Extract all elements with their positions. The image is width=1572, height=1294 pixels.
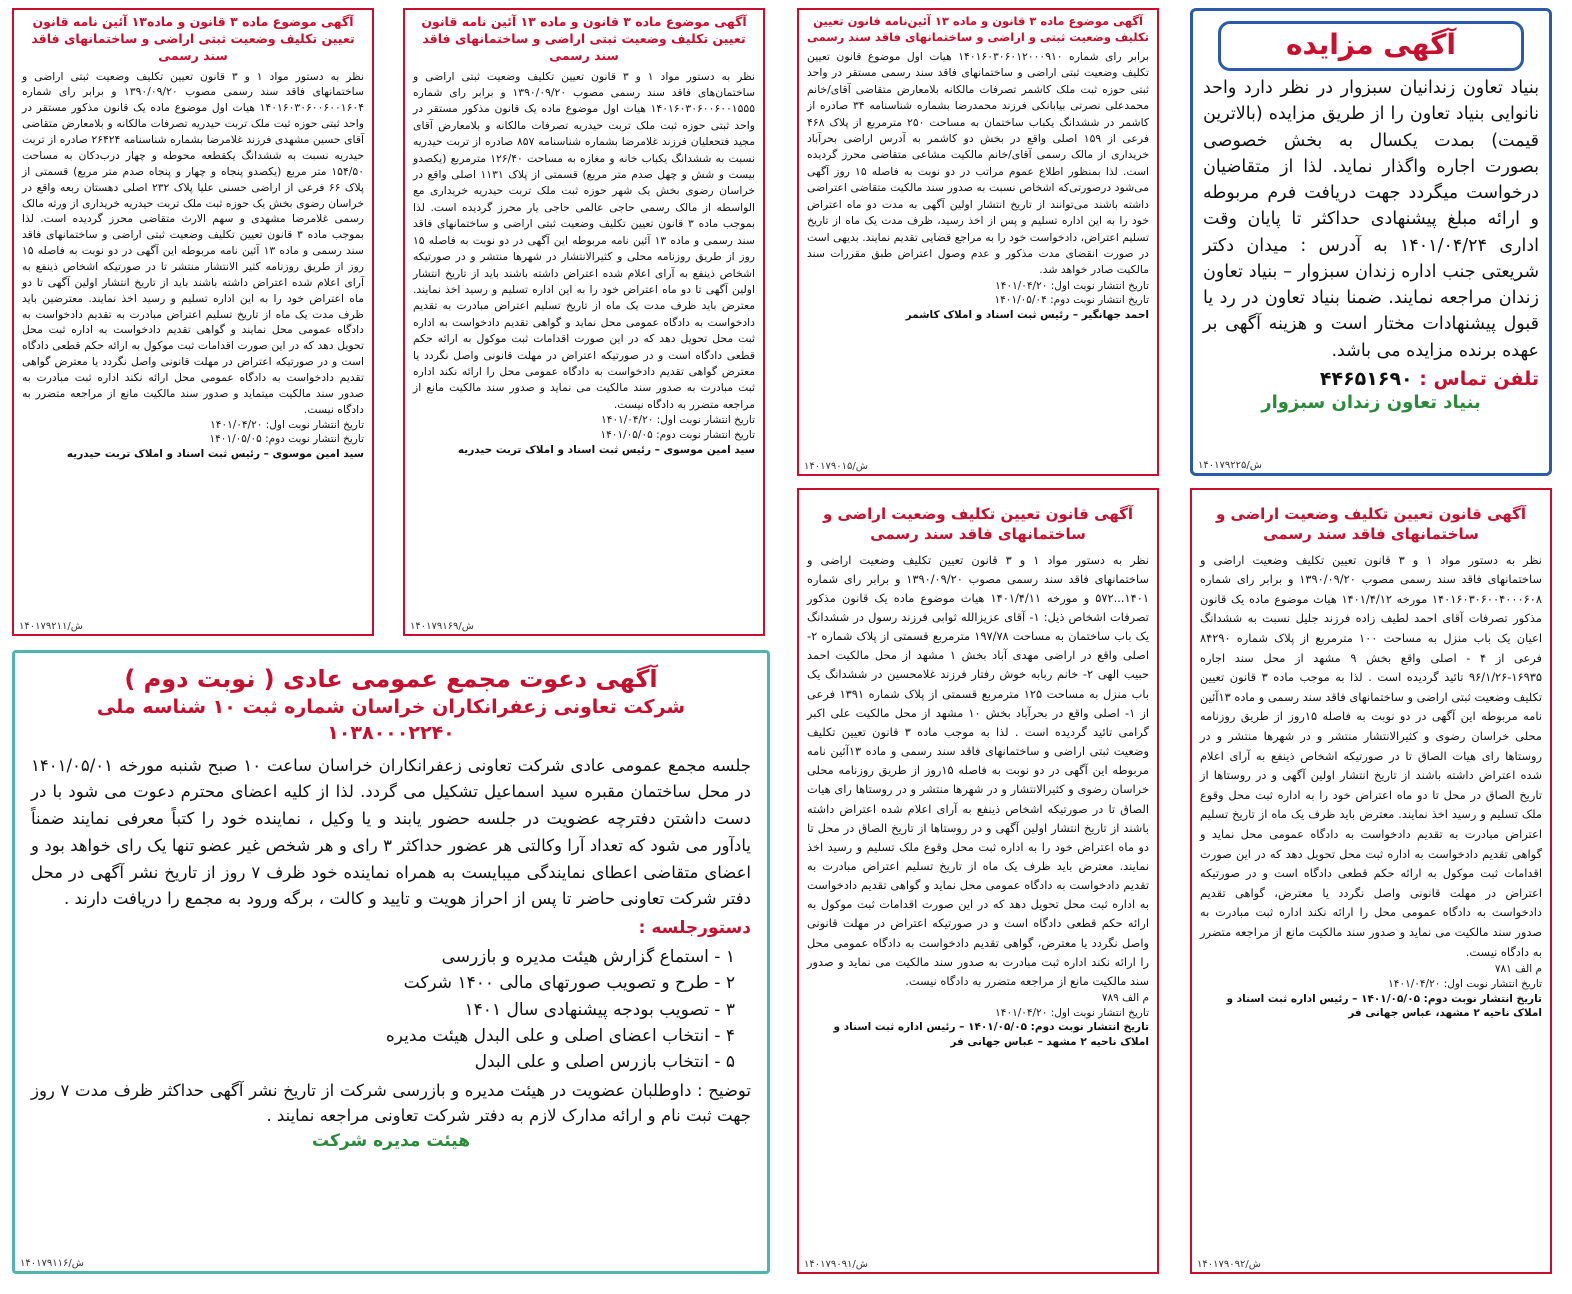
phone-label: تلفن تماس :: [1419, 367, 1539, 390]
assembly-signature: هیئت مدیره شرکت: [311, 1130, 470, 1151]
torbat-a-signature: سید امین موسوی – رئیس ثبت اسناد و املاک تربت حیدریه: [457, 443, 755, 456]
mashhad-b-ref: م الف ۷۸۹: [1101, 992, 1149, 1005]
notice-torbat-a: [403, 8, 765, 636]
mashhad-a-ref: م الف ۷۸۱: [1494, 963, 1542, 976]
agenda-item: ۲ - طرح و تصویب صورتهای مالی ۱۴۰۰ شرکت: [403, 973, 735, 994]
kashmar-body: برابر رای شماره ۱۴۰۱۶۰۳۰۶۰۱۲۰۰۰۹۱۰ هیات اول موضوع قانون تعیین تکلیف وضعیت ثبتی اراضی و ساختمانهای فاقد سند رسمی مستقر در واحد ثبتی حوزه ثبت ملک کاشمر تصرفات مالکانه بلامعارض متقاضی آقای/خانم محمدعلی نصرتی بیابانکی فرزند محمدرضا بشماره شناسنامه ۳۴ صادره از کاشمر در ششدانگ یکباب ساختمان به مساحت ۲۵۰ مترمربع از پلاک ۴۶۸ فرعی از ۱۵۹ اصلی واقع در بخش دو کاشمر به آدرس اراضی بحرآباد خریداری از مالک رسمی آقای/خانم مالکیت مشاعی متقاضی محرز گردیده است. لذا بمنظور اطلاع عموم مراتب در دو نوبت به فاصله ۱۵ روز آگهی می‌شود درصورتی‌که اشخاص نسبت به صدور سند مالکیت متقاضی اعتراضی داشته باشند می‌توانند از تاریخ انتشار اولین آگهی به مدت دو ماه اعتراض خود را به این اداره تسلیم و پس از اخذ رسید، ظرف مدت یک ماه از تاریخ تسلیم اعتراض، دادخواست خود را به مراجع قضایی تقدیم نمایند. بدیهی است در صورت انقضای مدت مذکور و عدم وصول اعتراض طبق مقررات سند مالکیت صادر خواهد شد.: [807, 50, 1150, 277]
assembly-notice: [12, 650, 770, 1274]
mashhad-b-code: ۱۴۰۱۷۹۰۹۱/ش: [804, 1259, 868, 1270]
notice-mashhad-a: [1190, 488, 1552, 1274]
notice-kashmar: [797, 8, 1159, 476]
mashhad-a-body: نظر به دستور مواد ۱ و ۳ قانون تعیین تکلیف وضعیت اراضی و ساختمانهای فاقد سند رسمی مصوب ۱۳۹۰/۰۹/۲۰ و برابر رای شماره ۱۴۰۱۶۰۳۰۶۰۰۴۰۰۰۶۰۸ مورخه ۱۴۰۱/۴/۱۲ هیات موضوع ماده یک قانون مذکور تصرفات آقای احمد لطیف زاده فرزند جلیل نسبت به ششدانگ اعیان یک باب منزل به مساحت ۱۰۰ مترمربع از پلاک شماره ۸۴۲۹۰ فرعی از ۴ - اصلی واقع بخش ۹ مشهد از محل سند اجاره ۱۶۹۳۵-۹۶/۱/۲۶ تائید گردیده است . لذا به موجب ماده ۳ قانون تعیین تکلیف وضعیت ثبتی اراضی و ساختمانهای فاقد سند رسمی و ماده ۱۳آئین نامه مربوطه این آگهی در دو نوبت به فاصله ۱۵روز از طریق روزنامه محلی خراسان رضوی و کثیرالانتشار منتشر و در شهرها منتشر و در روستاها رای هیات الصاق تا در صورتیکه اشخاص ذینفع به آرای اعلام شده اعتراض داشته باشند از تاریخ انتشار اولین آگهی و در روستاها از تاریخ الصاق در محل تا دو ماه اعتراض خود را به اداره ثبت محل وقوع ملک تسلیم و رسید اخذ نمایند. معترض باید ظرف یک ماه از تاریخ تسلیم اعتراض مبادرت به تقدیم دادخواست به دادگاه عمومی محل نماید و گواهی تقدیم دادخواست به اداره ثبت محل تحویل دهد که در این صورت اقدامات ثبت موکول به ارائه حکم قطعی دادگاه است و در صورتیکه اعتراض در مهلت قانونی واصل نگردد یا معترض، گواهی تقدیم دادخواست به دادگاه عمومی محل را ارائه نکند اداره ثبت مبادرت به صدور سند مالکیت می نماید و صدور سند مالکیت مانع از مراجعه متضرر به دادگاه نیست.: [1200, 552, 1543, 959]
kashmar-date1: تاریخ انتشار نوبت اول: ۱۴۰۱/۰۴/۲۰: [995, 279, 1149, 292]
auction-body: بنیاد تعاون زندانیان سبزوار در نظر دارد واحد نانوایی بنیاد تعاون را از طریق مزایده (بالاترین قیمت) بمدت یکسال به بخش خصوصی بصورت اجاره واگذار نماید. لذا از متقاضیان درخواست میگردد جهت دریافت فرم مربوطه و ارائه مبلغ پیشنهادی حداکثر تا پایان وقت اداری ۱۴۰۱/۰۴/۲۴ به آدرس : میدان دکتر شریعتی جنب اداره زندان سبزوار – بنیاد تعاون زندان مراجعه نمایند. ضمنا بنیاد تعاون در رد یا قبول پیشنهادات مختار است و هزینه آگهی بر عهده برنده مزایده می باشد.: [1203, 78, 1539, 361]
torbat-b-body: نظر به دستور مواد ۱ و ۳ قانون تعیین تکلیف وضعیت ثبتی اراضی و ساختمانهای فاقد سند رسمی مصوب ۱۳۹۰/۰۹/۲۰ و برابر رای شماره ۱۴۰۱۶۰۳۰۶۰۰۶۰۰۱۶۰۴ هیات اول موضوع ماده یک قانون مذکور مستقر در واحد ثبتی حوزه ثبت ملک تربت حیدریه تصرفات مالکانه و بلامعارض متقاضی آقای حسین مشهدی فرزند غلامرضا بشماره شناسنامه ۲۶۴۲۴ صادره از تربت حیدریه نسبت به ششدانگ یکقطعه محوطه و چهار درب‌دکان به مساحت ۱۵۴/۵۰ متر مربع (یکصدو پنجاه و چهار و پنجاه صدم متر مربع) قسمتی از پلاک ۶۶ فرعی از اراضی حسنی علیا پلاک ۲۳۲ اصلی دهستان ربعه واقع در خراسان رضوی بخش یک حوزه ثبت ملک تربت حیدریه خریداری از ورثه مالک رسمی غلامرضا مشهدی و سهم الارث متقاضی محرز گردیده است. لذا بموجب ماده ۳ قانون تعیین تکلیف وضعیت ثبتی اراضی و ساختمانهای فاقد سند رسمی و ماده ۱۳ آئین نامه مربوطه این آگهی در دو نوبت به فاصله ۱۵ روز از طریق روزنامه کثیر الانتشار منتشر تا در صورتیکه اشخاص ذینفع به آرای اعلام شده اعتراض داشته باشند باید از تاریخ انتشار اولین آگهی تا دو ماه اعتراض خود را به این اداره تسلیم و رسید اخذ نمایند. معترضین باید ظرف مدت یک ماه از تاریخ تسلیم اعتراض مبادرت به تقدیم دادخواست به دادگاه عمومی محل نمایند و گواهی تقدیم دادخواست به اداره ثبت محل تحویل دهد که در این صورت اقدامات ثبت موکول به ارائه حکم قطعی دادگاه است و در صورتیکه اعتراض در مهلت قانونی واصل نگردد یا معترض گواهی تقدیم دادخواست به دادگاه عمومی محل ارائه نکند اداره ثبت مبادرت به صدور سند مالکیت میتماید و صدور سند مالکیت مانع از مراجعه متضرر به دادگاه نیست.: [22, 69, 365, 416]
assembly-note: توضیح : داوطلبان عضویت در هیئت مدیره و بازرسی شرکت از تاریخ نشر آگهی حداکثر ظرف مدت ۷ روز جهت ثبت نام و ارائه مدارک لازم به دفتر شرکت تعاونی مراجعه نمایند .: [31, 1080, 751, 1126]
agenda-title: دستورجلسه :: [638, 917, 751, 938]
assembly-code: ۱۴۰۱۷۹۱۱۶/ش: [20, 1258, 84, 1269]
phone-number[interactable]: ۴۴۶۵۱۶۹۰: [1319, 367, 1413, 390]
assembly-body: جلسه مجمع عمومی عادی شرکت تعاونی زعفرانکاران خراسان ساعت ۱۰ صبح شنبه مورخه ۱۴۰۱/۰۵/۰۱ در محل ساختمان مقبره سید اسماعیل تشکیل می گردد. لذا از کلیه اعضای محترم دعوت می شود با در دست داشتن دفترچه عضویت در جلسه حضور یابند و یا وکیل ، نماینده خود را کتباً معرفی نمایند ضمناً یادآور می شود که تعداد آرا وکالتی هر عضور حداکثر ۳ رای و هر شخص غیر عضو تنها یک رای خواهد بود و اعضای متقاضی اعطای نمایندگی میبایست به همراه نماینده خود ظرف ۷ روز از تاریخ نشر آگهی در محل دفتر شرکت تعاونی حاضر تا پس از احراز هویت و تایید و کالت ، برگه ورود به مجمع را دریافت دارند .: [31, 755, 751, 909]
kashmar-title: آگهی موضوع ماده ۳ قانون و ماده ۱۳ آئین‌نامه قانون تعیین تکلیف وضعیت ثبتی و اراضی و ساختمانهای فاقد سند رسمی: [807, 14, 1149, 44]
mashhad-b-title: آگهی قانون تعیین تکلیف وضعیت اراضی و ساختمانهای فاقد سند رسمی: [822, 505, 1134, 544]
kashmar-date2: تاریخ انتشار نوبت دوم: ۱۴۰۱/۰۵/۰۴: [994, 294, 1149, 307]
mashhad-b-date1: تاریخ انتشار نوبت اول: ۱۴۰۱/۰۴/۲۰: [995, 1006, 1149, 1019]
agenda-item: ۴ - انتخاب اعضای اصلی و علی البدل هیئت مدیره: [385, 1025, 735, 1046]
torbat-a-code: ۱۴۰۱۷۹۱۶۹/ش: [410, 621, 474, 632]
auction-title: آگهی مزایده: [1218, 21, 1524, 71]
auction-notice: [1190, 8, 1552, 476]
mashhad-a-title: آگهی قانون تعیین تکلیف وضعیت اراضی و ساختمانهای فاقد سند رسمی: [1215, 505, 1527, 544]
agenda-item: ۱ - استماع گزارش هیئت مدیره و بازرسی: [441, 946, 735, 967]
torbat-b-code: ۱۴۰۱۷۹۲۱۱/ش: [19, 621, 83, 632]
torbat-a-body: نظر به دستور مواد ۱ و ۳ قانون تعیین تکلیف وضعیت ثبتی اراضی و ساختمان‌های فاقد سند رسمی مصوب ۱۳۹۰/۰۹/۲۰ و برابر رای شماره ۱۴۰۱۶۰۳۰۶۰۰۶۰۰۱۵۵۵ هیات اول موضوع ماده یک قانون مذکور مستقر در واحد ثبتی حوزه ثبت ملک تربت حیدریه تصرفات مالکانه و بلامعارض آقای مجید فتحعلیان فرزند غلامرضا بشماره شناسنامه ۸۵۷ صادره از تربت حیدریه نسبت به ششدانگ یکباب خانه و مغازه به مساحت ۱۲۶/۴۰ مترمربع (یکصدو بیست و شش و چهل صدم متر مربع) قسمتی از پلاک ۱۱۳۱ اصلی واقع در خراسان رضوی بخش یک شهر حوزه ثبت ملک تربت حیدریه خریداری مع الواسطه از مالک رسمی حاجی عالمی حاجی یار محرز گردیده است. لذا بموجب ماده ۳ قانون تعیین تکلیف وضعیت ثبتی اراضی و ساختمانهای فاقد سند رسمی و ماده ۱۳ آئین نامه مربوطه این آگهی در دو نوبت به فاصله ۱۵ روز از طریق روزنامه محلی و کثیرالانتشار در شهرها منتشر و در صورتیکه اشخاص ذینفع به آرای اعلام شده اعتراض داشته باشند باید از تاریخ انتشار اولین آگهی تا دو ماه اعتراض خود را به این اداره تسلیم و رسید اخذ نمایند. معترض باید ظرف مدت یک ماه از تاریخ تسلیم اعتراض مبادرت به تقدیم دادخواست به دادگاه عمومی محل نماید و گواهی تقدیم دادخواست به اداره ثبت محل تحویل دهد که در این صورت اقدامات ثبت موکول به ارائه حکم قطعی دادگاه است و در صورتیکه اعتراض در مهلت قانونی واصل نگردد یا معترض گواهی تقدیم دادخواست به دادگاه عمومی محل را ارائه نکند اداره ثبت مبادرت به صدور سند مالکیت می نماید و صدور سند مالکیت مانع از مراجعه متضرر به دادگاه نیست.: [413, 69, 756, 411]
auction-phone-line: [1203, 368, 1539, 390]
mashhad-a-code: ۱۴۰۱۷۹۰۹۲/ش: [1197, 1259, 1261, 1270]
mashhad-b-body: نظر به دستور مواد ۱ و ۳ قانون تعیین تکلیف وضعیت اراضی و ساختمانهای فاقد سند رسمی مصوب ۱۳۹۰/۰۹/۲۰ و برابر رای شماره ۱۴۰۱...۵۷۲ و مورخه ۱۴۰۱/۴/۱۱ هیات موضوع ماده یک قانون مذکور تصرفات اشخاص ذیل: ۱- آقای عزیزالله ثوابی فرزند رسول در ششدانگ یک باب ساختمان به مساحت ۱۹۷/۷۸ مترمربع قسمتی از پلاک شماره ۲- اصلی واقع در اراضی مهدی آباد بخش ۱ مشهد از محل مالکیت احمد حبیب الهی ۲- خانم ربابه خوش رفتار فرزند غلامحسین در ششدانگ یک باب منزل به مساحت ۱۲۵ مترمربع قسمتی از پلاک شماره ۱۳۹۱ فرعی از ۱- اصلی واقع در بحرآباد بخش ۱۰ مشهد از محل مالکیت علی اکبر گرامی تائید گردیده است . لذا به موجب ماده ۳ قانون تعیین تکلیف وضعیت ثبتی اراضی و ساختمانهای فاقد سند رسمی و ماده ۱۳آئین نامه مربوطه این آگهی در دو نوبت به فاصله ۱۵روز از طریق روزنامه محلی خراسان رضوی و کثیرالانتشار و در شهرها منتشر و در روستاها رای هیات الصاق تا در صورتیکه اشخاص ذینفع به آرای اعلام شده اعتراض داشته باشند از تاریخ انتشار اولین آگهی و در روستاها از تاریخ الصاق در محل تا دو ماه اعتراض خود را به اداره ثبت محل وقوع ملک تسلیم و رسید اخذ نمایند. معترض باید ظرف یک ماه از تاریخ تسلیم اعتراض مبادرت به تقدیم دادخواست به دادگاه عمومی محل نماید و گواهی تقدیم دادخواست به اداره ثبت محل تحویل دهد که در این صورت اقدامات ثبت موکول به ارائه حکم قطعی دادگاه است و در صورتیکه اعتراض در مهلت قانونی واصل نگردد یا معترض، گواهی تقدیم دادخواست به دادگاه عمومی محل را ارائه نکند اداره ثبت مبادرت به صدور سند مالکیت می نماید و صدور سند مالکیت مانع از مراجعه متضرر به دادگاه نیست.: [807, 552, 1150, 988]
auction-code: ۱۴۰۱۷۹۲۲۵/ش: [1198, 460, 1262, 471]
torbat-b-date1: تاریخ انتشار نوبت اول: ۱۴۰۱/۰۴/۲۰: [210, 418, 364, 431]
auction-signature: بنیاد تعاون زندان سبزوار: [1261, 391, 1481, 413]
torbat-b-signature: سید امین موسوی – رئیس ثبت اسناد و املاک تربت حیدریه: [66, 447, 364, 460]
notice-mashhad-b: [797, 488, 1159, 1274]
kashmar-signature: احمد جهانگیر – رئیس ثبت اسناد و املاک کاشمر: [905, 309, 1149, 322]
mashhad-a-date2: تاریخ انتشار نوبت دوم: ۱۴۰۱/۰۵/۰۵ – رئیس اداره ثبت اسناد و املاک ناحیه ۲ مشهد، عباس جهانی فر: [1226, 992, 1542, 1020]
torbat-a-date2: تاریخ انتشار نوبت دوم: ۱۴۰۱/۰۵/۰۵: [600, 428, 755, 441]
torbat-b-title: آگهی موضوع ماده ۳ قانون و ماده۱۳ آئین نامه قانون تعیین تکلیف وضعیت ثبتی اراضی و ساختمانهای فاقد سند رسمی: [31, 14, 355, 63]
torbat-b-date2: تاریخ انتشار نوبت دوم: ۱۴۰۱/۰۵/۰۵: [209, 433, 364, 446]
torbat-a-title: آگهی موضوع ماده ۳ قانون و ماده ۱۳ آئین نامه قانون تعیین تکلیف وضعیت ثبتی اراضی و ساختمانهای فاقد سند رسمی: [421, 14, 747, 63]
torbat-a-date1: تاریخ انتشار نوبت اول: ۱۴۰۱/۰۴/۲۰: [601, 414, 755, 427]
agenda-list: [31, 944, 735, 1076]
mashhad-a-date1: تاریخ انتشار نوبت اول: ۱۴۰۱/۰۴/۲۰: [1388, 977, 1542, 990]
notice-torbat-b: [12, 8, 374, 636]
assembly-title: آگهی دعوت مجمع عمومی عادی ( نوبت دوم ): [124, 665, 658, 693]
agenda-item: ۳ - تصویب بودجه پیشنهادی سال ۱۴۰۱: [464, 999, 735, 1020]
mashhad-b-date2: تاریخ انتشار نوبت دوم: ۱۴۰۱/۰۵/۰۵ – رئیس اداره ثبت اسناد و املاک ناحیه ۲ مشهد – عباس جهانی فر: [833, 1021, 1149, 1049]
kashmar-code: ۱۴۰۱۷۹۰۱۵/ش: [804, 461, 868, 472]
agenda-item: ۵ - انتخاب بازرس اصلی و علی البدل: [474, 1052, 735, 1073]
assembly-subtitle: شرکت تعاونی زعفرانکاران خراسان شماره ثبت ۱۰ شناسه ملی ۱۰۳۸۰۰۰۲۲۴۰: [96, 696, 686, 745]
